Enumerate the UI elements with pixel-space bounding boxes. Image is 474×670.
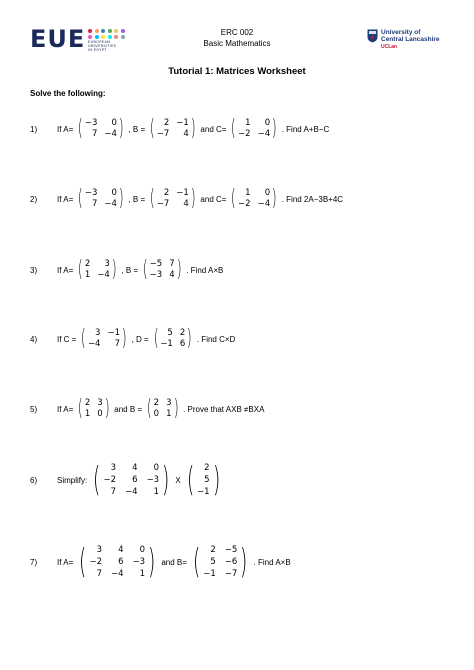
matrix-entry: −4 bbox=[257, 199, 271, 209]
matrix-entry: 3 bbox=[110, 462, 117, 473]
matrix bbox=[148, 188, 197, 210]
matrix-entry: −1 bbox=[196, 486, 210, 497]
question-number: 4) bbox=[30, 334, 38, 344]
question-text: Simplify: bbox=[57, 475, 88, 485]
matrix-entry: −4 bbox=[104, 129, 117, 139]
question-3 bbox=[30, 259, 224, 281]
question-4 bbox=[30, 328, 236, 350]
matrix bbox=[76, 118, 125, 140]
matrix bbox=[148, 118, 197, 140]
uclan-line1: University of bbox=[381, 29, 421, 36]
right-paren: ) bbox=[104, 396, 110, 421]
left-paren: ( bbox=[150, 116, 155, 141]
question-number: 7) bbox=[30, 557, 38, 567]
right-paren: ) bbox=[148, 542, 156, 582]
logo-dot bbox=[114, 29, 118, 33]
matrix bbox=[229, 188, 278, 210]
matrix-entry: 7 bbox=[169, 259, 175, 269]
matrix-entry: −3 bbox=[149, 270, 163, 280]
matrix-entry: 0 bbox=[264, 188, 271, 198]
matrix-entry: 3 bbox=[96, 544, 103, 555]
matrix-entry: 0 bbox=[139, 544, 146, 555]
right-paren: ) bbox=[118, 186, 124, 211]
matrix bbox=[184, 460, 223, 500]
right-paren: ) bbox=[176, 257, 182, 282]
matrix bbox=[76, 188, 125, 210]
question-text: , B = bbox=[121, 265, 139, 275]
matrix-entry: −4 bbox=[87, 339, 101, 349]
matrix-entry: 4 bbox=[118, 544, 124, 555]
matrix-entry: 2 bbox=[179, 328, 186, 338]
left-paren: ( bbox=[78, 186, 83, 211]
logo-dot bbox=[95, 29, 99, 33]
left-paren: ( bbox=[78, 396, 83, 421]
matrix-entry: 3 bbox=[166, 398, 172, 408]
matrix-entry: −4 bbox=[104, 199, 117, 209]
logo-dot bbox=[108, 35, 112, 39]
left-paren: ( bbox=[150, 186, 155, 211]
matrix-entry: 1 bbox=[139, 568, 146, 579]
question-number: 1) bbox=[30, 124, 38, 134]
logo-dot bbox=[95, 35, 99, 39]
matrix-entry: 5 bbox=[210, 556, 216, 567]
matrix-entry: 3 bbox=[104, 259, 110, 269]
question-text: and B = bbox=[114, 404, 143, 414]
left-paren: ( bbox=[231, 186, 237, 211]
left-paren: ( bbox=[78, 257, 83, 282]
matrix-entry: 2 bbox=[204, 462, 210, 473]
matrix-entry: 7 bbox=[110, 486, 117, 497]
matrix-entry: 3 bbox=[97, 398, 103, 408]
worksheet-title: Tutorial 1: Matrices Worksheet bbox=[168, 66, 306, 77]
question-6 bbox=[30, 460, 225, 500]
matrix-entry: 0 bbox=[97, 409, 103, 419]
matrix-entry: 1 bbox=[84, 409, 91, 419]
uclan-shield-icon bbox=[367, 29, 378, 43]
matrix-entry: 0 bbox=[153, 462, 160, 473]
left-paren: ( bbox=[142, 257, 148, 282]
question-5 bbox=[30, 398, 265, 420]
matrix-entry: 1 bbox=[166, 409, 172, 419]
matrix-entry: −5 bbox=[224, 544, 238, 555]
right-paren: ) bbox=[272, 186, 277, 211]
matrix bbox=[152, 328, 194, 350]
matrix-entry: −1 bbox=[176, 188, 189, 198]
question-text: and C= bbox=[200, 194, 227, 204]
question-number: 5) bbox=[30, 404, 38, 414]
right-paren: ) bbox=[173, 396, 179, 421]
eue-wordmark: EUE bbox=[30, 25, 86, 53]
matrix-entry: 4 bbox=[169, 270, 175, 280]
right-paren: ) bbox=[118, 116, 124, 141]
right-paren: ) bbox=[272, 116, 277, 141]
matrix-entry: 1 bbox=[153, 486, 160, 497]
left-paren: ( bbox=[78, 116, 83, 141]
question-text: If A= bbox=[57, 124, 74, 134]
matrix-entry: −2 bbox=[238, 129, 251, 139]
matrix-entry: 4 bbox=[183, 129, 189, 139]
matrix-entry: 2 bbox=[84, 259, 91, 269]
matrix-entry: 1 bbox=[245, 188, 251, 198]
matrix-entry: 4 bbox=[132, 462, 138, 473]
eue-tagline bbox=[88, 40, 134, 52]
question-text: and B= bbox=[161, 557, 187, 567]
question-text: . Find 2A−3B+4C bbox=[281, 194, 344, 204]
matrix bbox=[145, 398, 180, 420]
matrix-entry: 6 bbox=[179, 339, 186, 349]
matrix-entry: 3 bbox=[95, 328, 101, 338]
left-paren: ( bbox=[81, 326, 87, 351]
matrix bbox=[79, 328, 128, 350]
question-text: If C = bbox=[57, 334, 77, 344]
question-text: , B = bbox=[128, 194, 146, 204]
question-text: and C= bbox=[200, 124, 227, 134]
question-text: . Find A×B bbox=[186, 265, 224, 275]
matrix-entry: 0 bbox=[264, 118, 271, 128]
matrix-entry: −3 bbox=[84, 188, 98, 198]
logo-dot bbox=[121, 35, 125, 39]
logo-dot bbox=[88, 29, 92, 33]
matrix-entry: −3 bbox=[84, 118, 98, 128]
matrix-entry: 2 bbox=[163, 118, 170, 128]
eue-tagline-line1: EUROPEAN bbox=[88, 40, 111, 44]
question-text: If A= bbox=[57, 194, 74, 204]
left-paren: ( bbox=[192, 542, 201, 582]
question-text: . Find C×D bbox=[196, 334, 236, 344]
matrix-entry: 0 bbox=[111, 118, 117, 128]
question-text: , B = bbox=[128, 124, 146, 134]
matrix-entry: −1 bbox=[203, 568, 216, 579]
course-name: Basic Mathematics bbox=[203, 39, 271, 48]
logo-dot bbox=[108, 29, 112, 33]
matrix-entry: 2 bbox=[163, 188, 170, 198]
left-paren: ( bbox=[153, 326, 159, 351]
matrix-entry: 2 bbox=[210, 544, 216, 555]
logo-dot bbox=[88, 35, 92, 39]
question-text: . Prove that AXB ≠BXA bbox=[183, 404, 265, 414]
question-text: If A= bbox=[57, 557, 74, 567]
right-paren: ) bbox=[240, 542, 248, 582]
left-paren: ( bbox=[93, 460, 101, 500]
logo-dot bbox=[121, 29, 125, 33]
matrix-entry: −7 bbox=[156, 129, 170, 139]
matrix-entry: 7 bbox=[91, 199, 98, 209]
question-1 bbox=[30, 118, 330, 140]
eue-logo bbox=[30, 25, 130, 53]
matrix-entry: −6 bbox=[224, 556, 238, 567]
uclan-sub: UCLan bbox=[381, 44, 398, 50]
left-paren: ( bbox=[79, 542, 87, 582]
matrix-entry: 2 bbox=[84, 398, 91, 408]
matrix bbox=[76, 398, 111, 420]
matrix-entry: 1 bbox=[245, 118, 251, 128]
right-paren: ) bbox=[190, 186, 196, 211]
matrix-entry: −4 bbox=[125, 486, 138, 497]
matrix-entry: −1 bbox=[107, 328, 120, 338]
matrix bbox=[190, 542, 251, 582]
question-text: X bbox=[175, 475, 181, 485]
right-paren: ) bbox=[121, 326, 127, 351]
matrix bbox=[90, 460, 172, 500]
matrix-entry: −7 bbox=[224, 568, 238, 579]
logo-dot bbox=[101, 29, 105, 33]
question-7 bbox=[30, 542, 292, 582]
eue-tagline-line2: UNIVERSITIES bbox=[88, 44, 117, 48]
matrix-entry: 5 bbox=[167, 328, 173, 338]
left-paren: ( bbox=[147, 396, 152, 421]
matrix-entry: 0 bbox=[111, 188, 117, 198]
matrix-entry: 7 bbox=[114, 339, 120, 349]
course-code: ERC 002 bbox=[220, 28, 254, 37]
uclan-logo bbox=[367, 29, 457, 55]
logo-dot bbox=[114, 35, 118, 39]
matrix-entry: −3 bbox=[146, 474, 160, 485]
question-text: , D = bbox=[131, 334, 149, 344]
eue-tagline-line3: IN EGYPT bbox=[88, 48, 107, 52]
right-paren: ) bbox=[111, 257, 117, 282]
question-text: . Find A+B−C bbox=[281, 124, 330, 134]
instruction-text: Solve the following: bbox=[30, 89, 106, 98]
matrix-entry: 5 bbox=[204, 474, 210, 485]
matrix-entry: 7 bbox=[91, 129, 98, 139]
matrix-entry: 6 bbox=[132, 474, 138, 485]
matrix-entry: −4 bbox=[257, 129, 271, 139]
matrix-entry: −2 bbox=[89, 556, 103, 567]
left-paren: ( bbox=[186, 460, 194, 500]
matrix bbox=[229, 118, 278, 140]
matrix bbox=[76, 259, 118, 281]
right-paren: ) bbox=[187, 326, 192, 351]
right-paren: ) bbox=[190, 116, 196, 141]
matrix bbox=[76, 542, 158, 582]
uclan-line2: Central Lancashire bbox=[381, 36, 440, 43]
question-number: 3) bbox=[30, 265, 38, 275]
uclan-name bbox=[381, 29, 440, 43]
matrix-entry: −5 bbox=[149, 259, 163, 269]
matrix-entry: −2 bbox=[103, 474, 117, 485]
question-number: 6) bbox=[30, 475, 38, 485]
right-paren: ) bbox=[212, 460, 220, 500]
course-header bbox=[150, 27, 324, 49]
matrix-entry: 0 bbox=[153, 409, 160, 419]
logo-dot bbox=[101, 35, 105, 39]
matrix-entry: −3 bbox=[132, 556, 146, 567]
right-paren: ) bbox=[162, 460, 170, 500]
matrix-entry: 2 bbox=[153, 398, 160, 408]
matrix-entry: 1 bbox=[84, 270, 91, 280]
question-2 bbox=[30, 188, 344, 210]
matrix-entry: −4 bbox=[97, 270, 110, 280]
matrix-entry: 4 bbox=[183, 199, 189, 209]
matrix-entry: −1 bbox=[176, 118, 189, 128]
matrix-entry: 7 bbox=[96, 568, 103, 579]
matrix bbox=[141, 259, 183, 281]
question-number: 2) bbox=[30, 194, 38, 204]
matrix-entry: 6 bbox=[118, 556, 124, 567]
question-text: . Find A×B bbox=[253, 557, 291, 567]
left-paren: ( bbox=[231, 116, 237, 141]
matrix-entry: −1 bbox=[160, 339, 173, 349]
question-text: If A= bbox=[57, 265, 74, 275]
matrix-entry: −4 bbox=[111, 568, 124, 579]
matrix-entry: −7 bbox=[156, 199, 170, 209]
question-text: If A= bbox=[57, 404, 74, 414]
matrix-entry: −2 bbox=[238, 199, 251, 209]
